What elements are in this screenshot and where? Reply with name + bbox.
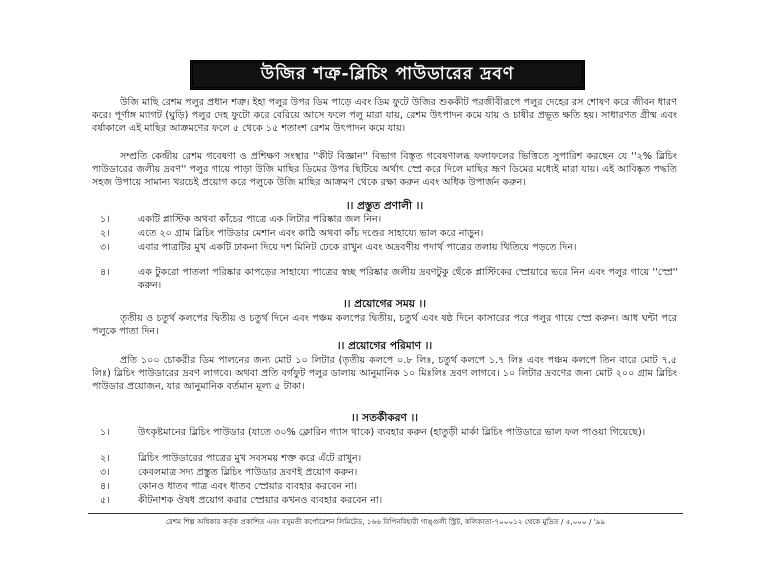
timing-paragraph: তৃতীয় ও চতুর্থ কলপের দ্বিতীয় ও চতুর্থ দিনে এবং পঞ্চম কলপের দ্বিতীয়, চতুর্থ এবং ষষ্ঠ দিনে কাসারের পরে পলুর গায়ে স্প্রে করুন। আধ ঘন্টা পরে পলুকে পাতা দিন।: [92, 313, 677, 338]
intro-paragraph-2: সম্প্রতি কেন্দ্রীয় রেশম গবেষণা ও প্রশিক্ষণ সংস্থার ''কীট বিজ্ঞান'' বিভাগ বিস্তৃত গবেষণালব্ধ ফলাফলের ভিত্তিতে সুপারিশ করছেন যে ''২% ব্লিচিং পাউডারের জলীয় দ্রবণ'' পলুর গায়ে পাড়া উজি মাছির ডিমের উপর ছিটিয়ে অর্থাৎ স্প্রে করে দিলে মাছির ভ্রূণ ডিমের মধ্যেই মারা যায়। এই আবিষ্কৃত পদ্ধতি সহজ উপায়ে সামান্য খরচেই প্রয়োগ করে পলুকে উজি মাছির আক্রমণ থেকে রক্ষা করুন এবং অধিক উপার্জন করুন।: [92, 151, 677, 189]
caution-item: [100, 494, 678, 507]
item-text: উৎকৃষ্টমানের ব্লিচিং পাউডার (যাতে ৩০% ক্লোরিন গ্যাস থাকে) ব্যবহার করুন (হাতুড়ী মার্কা ব্লিচিং পাউডারে ভাল ফল পাওয়া গিয়েছে)।: [138, 427, 646, 438]
preparation-item: [100, 241, 678, 254]
quantity-heading: ।। প্রয়োগের পরিমাণ ।।: [336, 340, 433, 352]
document-title: উজির শত্রু-ব্লিচিং পাউডারের দ্রবণ: [190, 60, 585, 90]
item-text: এবার পাত্রটির মুখ একটি ঢাকনা দিয়ে দশ মিনিট ঢেকে রাখুন এবং অদ্রবণীয় পদার্থ পাত্রের তলায় থিতিয়ে পড়তে দিন।: [138, 242, 577, 253]
item-text: এতে ২০ গ্রাম ব্লিচিং পাউডার মেশান এবং কাঠি অথবা কাঁচ দণ্ডের সাহায্যে ভাল করে নাড়ুন।: [138, 228, 484, 239]
preparation-item: [100, 266, 678, 292]
intro-paragraph-1: উজি মাছি রেশম পলুর প্রধান শত্রু। ইহা পলুর উপর ডিম পাড়ে এবং ডিম ফুটে উজির শুককীট পরজীবীরূপে পলুর দেহের রস শোষণ করে জীবন ধারণ করে। পূর্ণাঙ্গ ম্যাগট (ঘুড়ি) পলুর দেহ ফুটো করে বেরিয়ে আসে ফলে পলু মারা যায়, রেশম উৎপাদন কমে যায় ও চাষীর প্রভূত ক্ষতি হয়। সাধারণত গ্রীষ্ম এবং বর্ষাকালে এই মাছির আক্রমণের ফলে ৫ থেকে ১৫ শতাংশ রেশম উৎপাদন কমে যায়।: [92, 97, 677, 135]
preparation-heading: ।। প্রস্তুত প্রণালী ।।: [345, 200, 424, 212]
item-number: ২।: [100, 453, 110, 464]
caution-item: [100, 466, 678, 479]
preparation-item: [100, 213, 678, 226]
item-number: ৫।: [100, 495, 110, 506]
timing-heading: ।। প্রয়োগের সময় ।।: [342, 298, 427, 310]
item-text: এক টুকরো পাতলা পরিষ্কার কাপড়ের সাহায্যে পাত্রের স্বচ্ছ পরিষ্কার জলীয় দ্রবণটুকু ছেঁকে প্লাস্টিকের স্প্রেয়ারে ভরে নিন এবং পলুর গায়ে ''স্প্রে'' করুন।: [138, 267, 678, 292]
item-number: ৩।: [100, 242, 110, 253]
item-number: ২।: [100, 228, 110, 239]
item-text: একটি প্লাস্টিক অথবা কাঁচের পাত্রে এক লিটার পরিষ্কার জল নিন।: [138, 214, 382, 225]
footer-divider: [88, 513, 683, 514]
item-number: ৪।: [100, 481, 110, 492]
item-text: কোনও ধাতব পাত্র এবং ধাতব স্প্রেয়ার ব্যবহার করবেন না।: [138, 481, 358, 492]
item-text: ব্লিচিং পাউডারের পাত্রের মুখ সবসময় শক্ত করে এঁটে রাখুন।: [138, 453, 362, 464]
caution-item: [100, 426, 678, 439]
caution-item: [100, 452, 678, 465]
caution-heading: ।। সতর্কীকরণ ।।: [351, 412, 418, 424]
quantity-paragraph: প্রতি ১০০ চোকরীর ডিম পালনের জন্য মোট ১০ লিটার (তৃতীয় কলপে ০.৮ লিঃ, চতুর্থ কলপে ১.৭ লিঃ এবং পঞ্চম কলপে তিন বারে মোট ৭.৫ লিঃ) ব্লিচিং পাউডারের দ্রবণ লাগবে। অথবা প্রতি বর্গফুট পলুর ডালায় আনুমানিক ১০ মিঃলিঃ দ্রবণ লাগবে। ১০ লিটার দ্রবণের জন্য মোট ২০০ গ্রাম ব্লিচিং পাউডার প্রয়োজন, যার আনুমানিক বর্তমান মূল্য ৫ টাকা।: [92, 355, 677, 393]
preparation-item: [100, 227, 678, 240]
publisher-footer: রেশম শিল্প অধিকার কর্তৃক প্রকাশিত এবং বসুমতী কর্পোরেশন লিমিটেড, ১৬৬ বিপিনবিহারী গাঙ্গুলী স্ট্রিট, কলিকাতা-৭০০০১২ থেকে মুদ্রিত / ৫,০০০ / '৯৯: [165, 517, 606, 526]
item-number: ৪।: [100, 267, 110, 278]
item-text: কীটনাশক ঔষধ প্রয়োগ করার স্প্রেয়ার কখনও ব্যবহার করবেন না।: [138, 495, 383, 506]
caution-item: [100, 480, 678, 493]
item-number: ৩।: [100, 467, 110, 478]
item-text: কেবলমাত্র সদ্য প্রস্তুত ব্লিচিং পাউডার দ্রবণই প্রয়োগ করুন।: [138, 467, 358, 478]
item-number: ১।: [100, 427, 110, 438]
item-number: ১।: [100, 214, 110, 225]
